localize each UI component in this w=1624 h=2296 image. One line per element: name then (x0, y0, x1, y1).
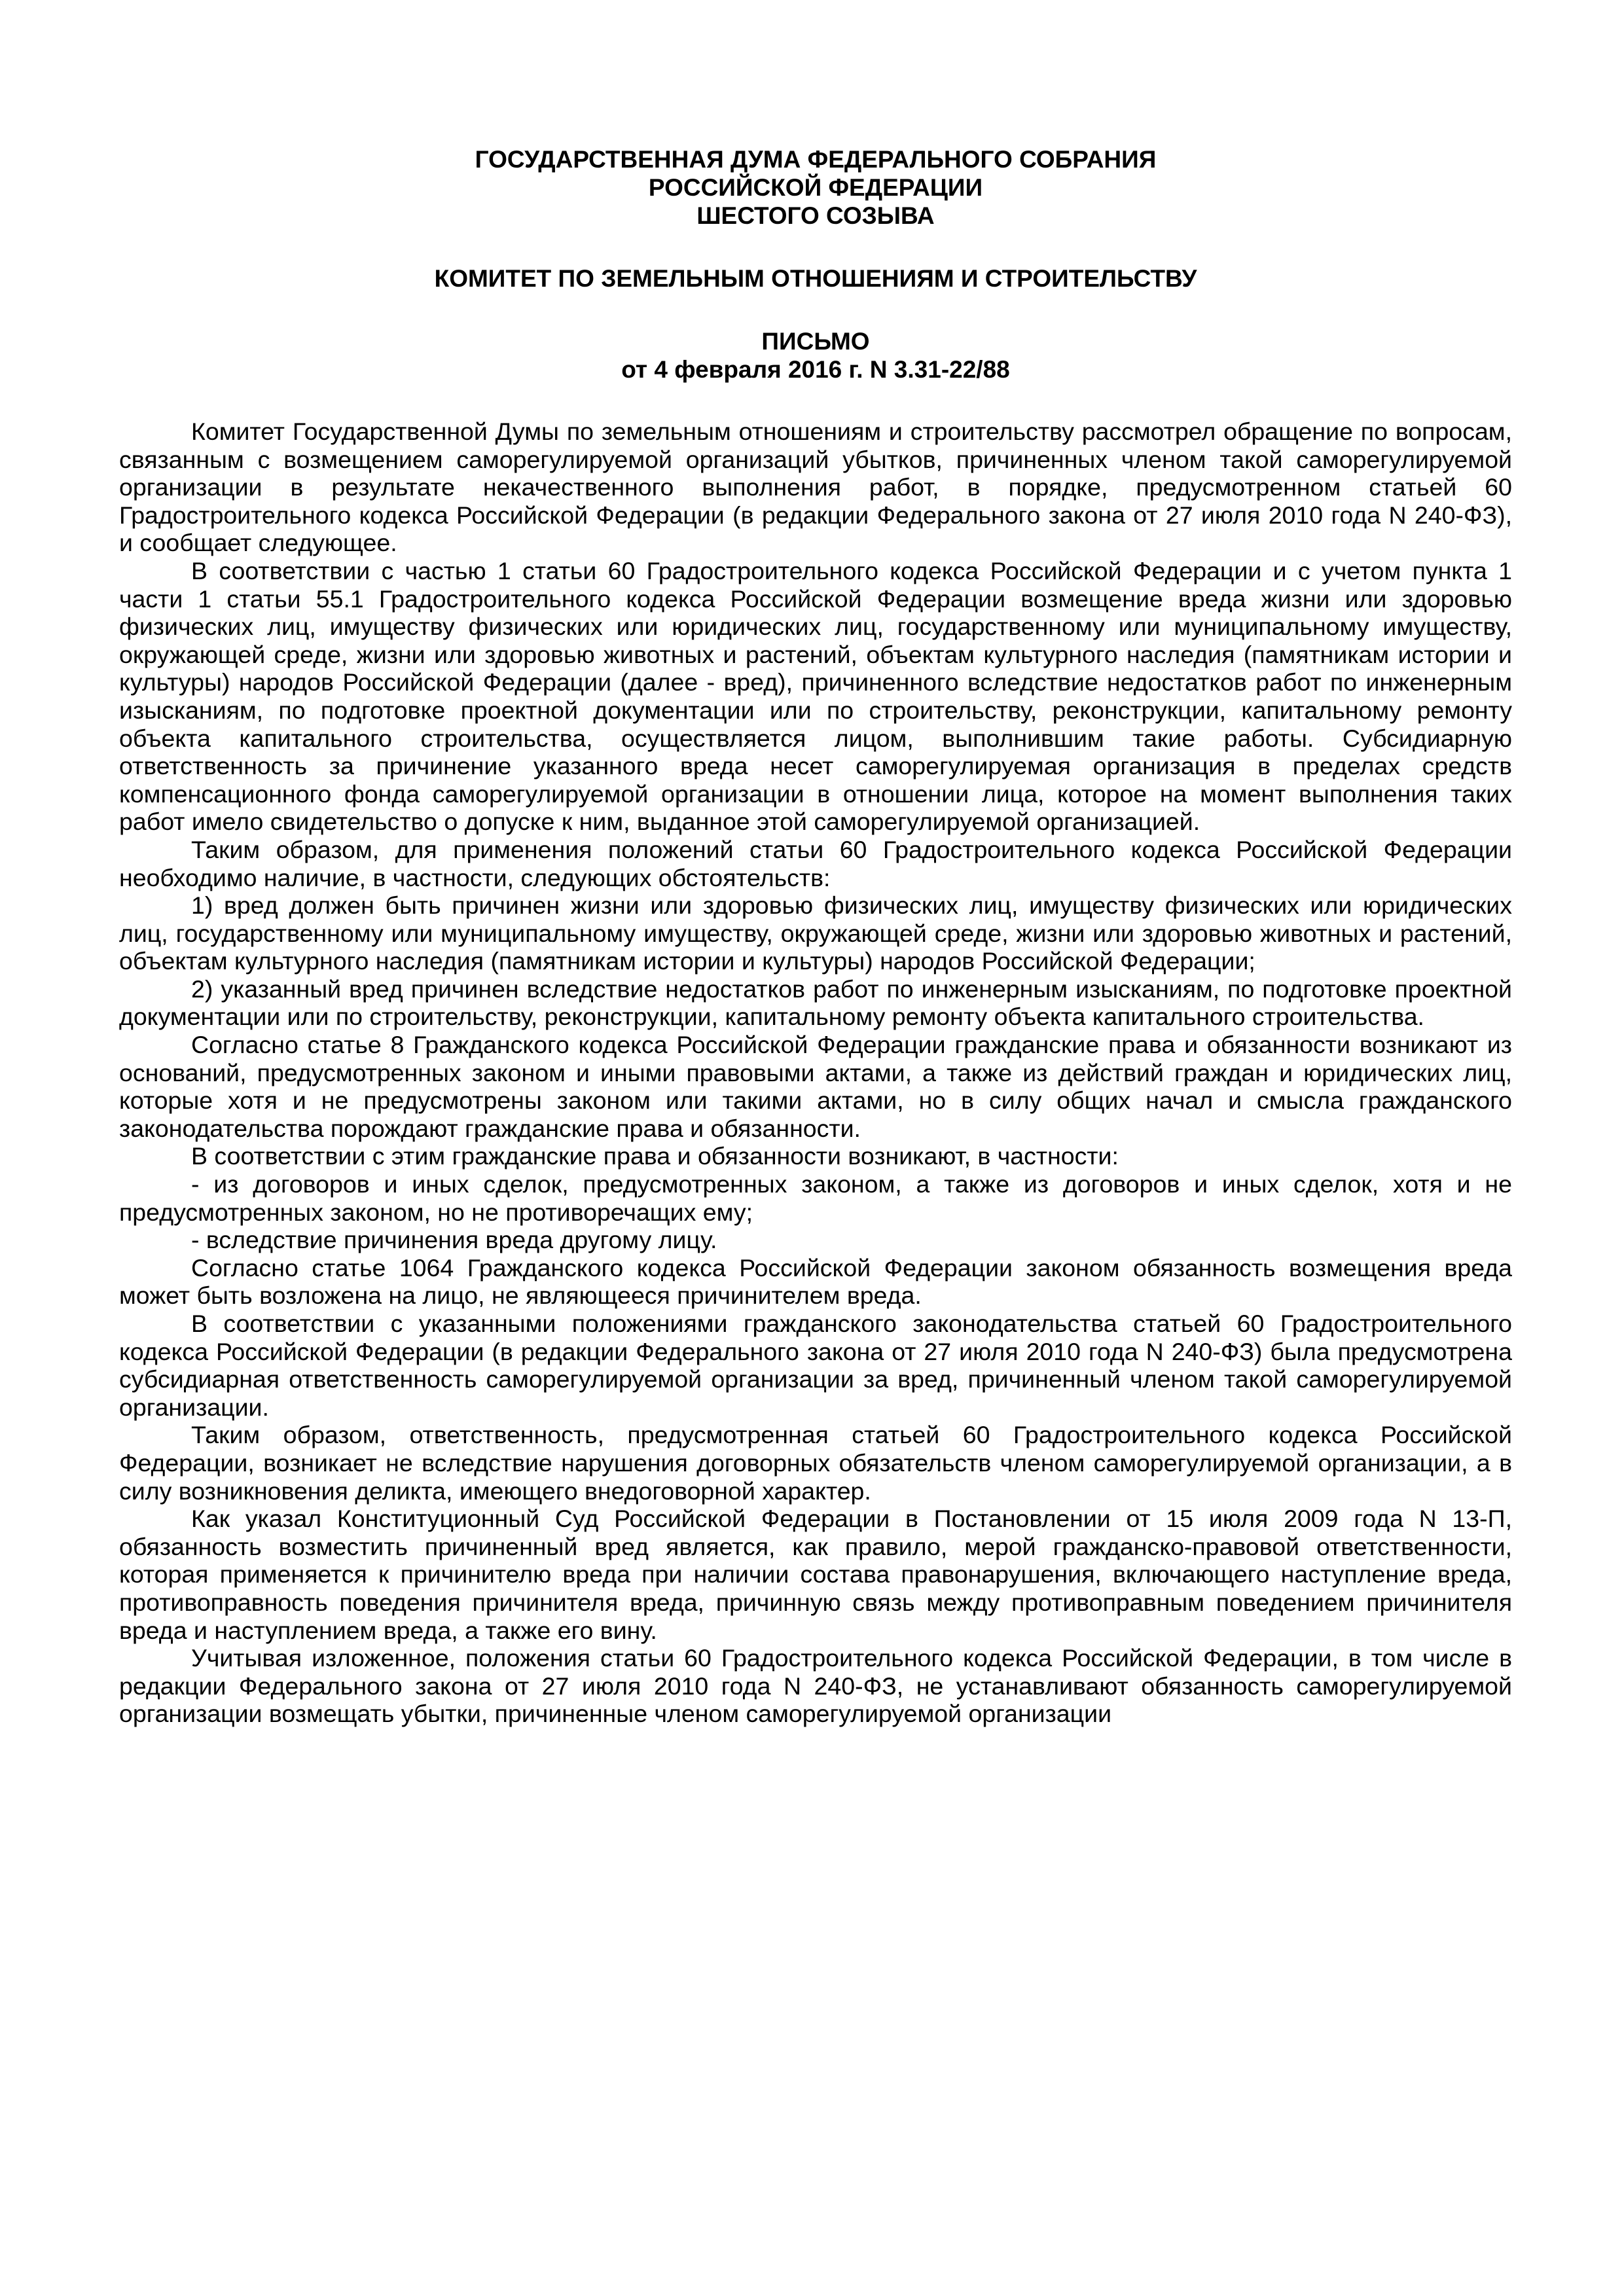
paragraph: В соответствии с этим гражданские права и обязанности возникают, в частности: (191, 1142, 1119, 1170)
list-item: - вследствие причинения вреда другому лицу. (191, 1226, 717, 1254)
paragraph: Согласно статье 8 Гражданского кодекса Российской Федерации гражданские права и обязанности возникают из оснований, предусмотренных законом и иными правовыми актами, а также из действий граждан и юридических лиц, которые хотя и не предусмотрены законом или такими актами, но в силу общих начал и смысла гражданского законодательства порождают гражданские права и обязанности. (119, 1031, 1512, 1142)
document-type: ПИСЬМО (761, 328, 870, 355)
letter-body (119, 418, 1512, 1728)
paragraph: Как указал Конституционный Суд Российской Федерации в Постановлении от 15 июля 2009 года N 13-П, обязанность возместить причиненный вред является, как правило, мерой гражданско-правовой ответственности, которая применяется к причинителю вреда при наличии состава правонарушения, включающего наступление вреда, противоправность поведения причинителя вреда, причинную связь между противоправным поведением причинителя вреда и наступлением вреда, а также его вину. (119, 1505, 1512, 1644)
paragraph: Таким образом, ответственность, предусмотренная статьей 60 Градостроительного кодекса Российской Федерации, возникает не вследствие нарушения договорных обязательств членом саморегулируемой организации, а в силу возникновения деликта, имеющего внедоговорной характер. (119, 1421, 1512, 1505)
paragraph: Таким образом, для применения положений статьи 60 Градостроительного кодекса Российской Федерации необходимо наличие, в частности, следующих обстоятельств: (119, 835, 1512, 891)
list-item: 1) вред должен быть причинен жизни или здоровью физических лиц, имуществу физических или юридических лиц, государственному или муниципальному имуществу, окружающей среде, жизни или здоровью животных и растений, объектам культурного наследия (памятникам истории и культуры) народов Российской Федерации; (119, 891, 1512, 975)
list-item: 2) указанный вред причинен вследствие недостатков работ по инженерным изысканиям, по подготовке проектной документации или по строительству, реконструкции, капитальному ремонту объекта капитального строительства. (119, 975, 1512, 1031)
paragraph: Согласно статье 1064 Гражданского кодекса Российской Федерации законом обязанность возмещения вреда может быть возложена на лицо, не являющееся причинителем вреда. (119, 1253, 1512, 1310)
letter-header (119, 145, 1512, 384)
paragraph: В соответствии с указанными положениями гражданского законодательства статьей 60 Градостроительного кодекса Российской Федерации (в редакции Федерального закона от 27 июля 2010 года N 240-ФЗ) была предусмотрена субсидиарная ответственность саморегулируемой организации за вред, причиненный членом такой саморегулируемой организации. (119, 1310, 1512, 1421)
issuer-line-3: ШЕСТОГО СОЗЫВА (696, 202, 935, 229)
letter-page (119, 145, 1512, 1728)
paragraph: В соответствии с частью 1 статьи 60 Градостроительного кодекса Российской Федерации и с учетом пункта 1 части 1 статьи 55.1 Градостроительного кодекса Российской Федерации возмещение вреда жизни или здоровью физических лиц, имуществу физических или юридических лиц, государственному или муниципальному имуществу, окружающей среде, жизни или здоровью животных и растений, объектам культурного наследия (памятникам истории и культуры) народов Российской Федерации (далее - вред), причиненного вследствие недостатков работ по инженерным изысканиям, по подготовке проектной документации или по строительству, реконструкции, капитальному ремонту объекта капитального строительства, осуществляется лицом, выполнившим такие работы. Субсидиарную ответственность за причинение указанного вреда несет саморегулируемая организация в пределах средств компенсационного фонда саморегулируемой организации в отношении лица, которое на момент выполнения таких работ имело свидетельство о допуске к ним, выданное этой саморегулируемой организацией. (119, 556, 1512, 836)
paragraph: Комитет Государственной Думы по земельным отношениям и строительству рассмотрел обращение по вопросам, связанным с возмещением саморегулируемой организаций убытков, причиненных членом такой саморегулируемой организации в результате некачественного выполнения работ, в порядке, предусмотренном статьей 60 Градостроительного кодекса Российской Федерации (в редакции Федерального закона от 27 июля 2010 года N 240-ФЗ), и сообщает следующее. (119, 418, 1512, 557)
issuer-line-1: ГОСУДАРСТВЕННАЯ ДУМА ФЕДЕРАЛЬНОГО СОБРАНИЯ (475, 146, 1157, 173)
paragraph: Учитывая изложенное, положения статьи 60 Градостроительного кодекса Российской Федерации, в том числе в редакции Федерального закона от 27 июля 2010 года N 240-ФЗ, не устанавливают обязанность саморегулируемой организации возмещать убытки, причиненные членом саморегулируемой организации (119, 1644, 1512, 1728)
list-item: - из договоров и иных сделок, предусмотренных законом, а также из договоров и иных сделок, хотя и не предусмотренных законом, но не противоречащих ему; (119, 1170, 1512, 1226)
issuer-line-2: РОССИЙСКОЙ ФЕДЕРАЦИИ (648, 174, 983, 201)
document-date-number: от 4 февраля 2016 г. N 3.31-22/88 (621, 356, 1010, 383)
committee-title: КОМИТЕТ ПО ЗЕМЕЛЬНЫМ ОТНОШЕНИЯМ И СТРОИТЕЛЬСТВУ (434, 265, 1197, 292)
